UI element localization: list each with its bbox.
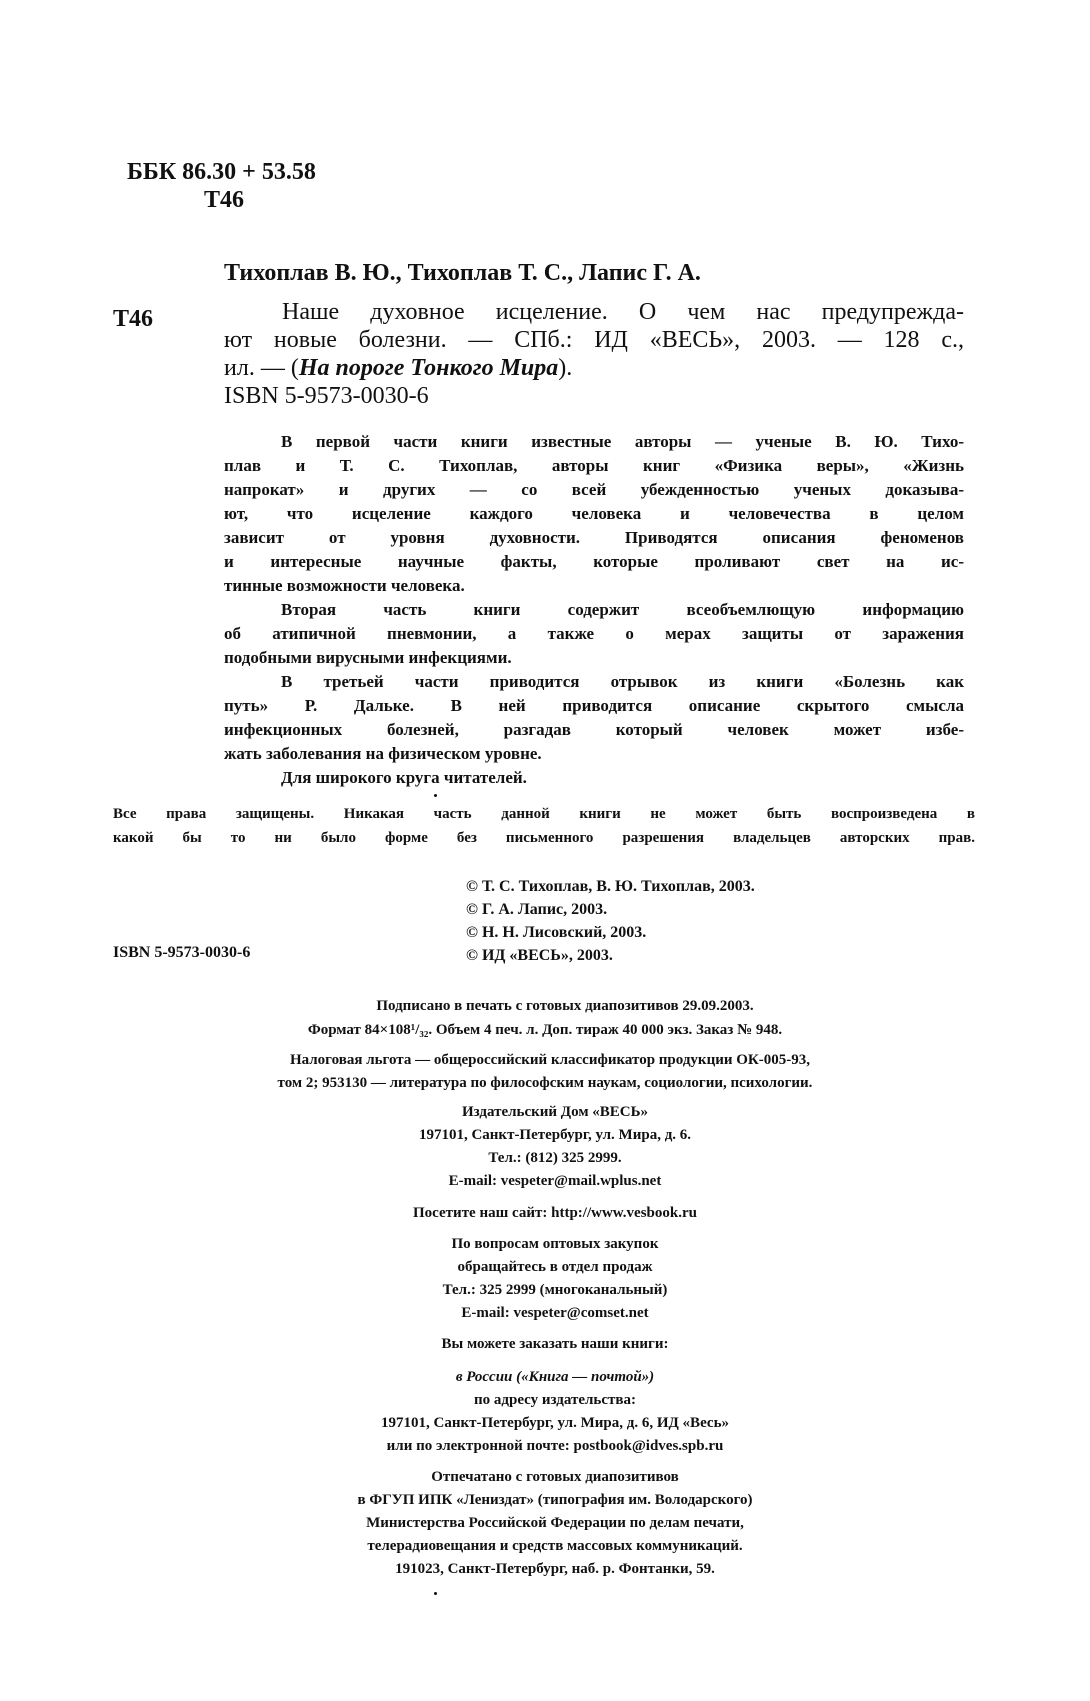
colophon-format: Формат 84×108¹/₃₂. Объем 4 печ. л. Доп. тираж 40 000 экз. Заказ № 948. <box>307 1022 783 1038</box>
wholesale-line-1: По вопросам оптовых закупок <box>451 1236 659 1252</box>
publisher-phone: Тел.: (812) 325 2999. <box>488 1150 622 1166</box>
biblio-isbn: ISBN 5-9573-0030-6 <box>224 383 429 409</box>
printed-line-5: 191023, Санкт-Петербург, наб. р. Фонтанки, 59. <box>395 1561 715 1577</box>
printed-line-1: Отпечатано с готовых диапозитивов <box>431 1469 679 1485</box>
rights-line: Все права защищены. Никакая часть данной книги не может быть воспроизведена в <box>113 806 975 822</box>
copyright-list <box>466 875 755 967</box>
authors-line: Тихоплав В. Ю., Тихоплав Т. С., Лапис Г. А. <box>224 260 701 286</box>
copyright-item: © ИД «ВЕСЬ», 2003. <box>466 947 613 964</box>
printed-line-2: в ФГУП ИПК «Лениздат» (типография им. Володарского) <box>357 1492 753 1508</box>
printed-line-4: телерадиовещания и средств массовых коммуникаций. <box>367 1538 743 1554</box>
wholesale-line-2: обращайтесь в отдел продаж <box>457 1259 653 1275</box>
publisher-email: E-mail: vespeter@mail.wplus.net <box>448 1173 662 1189</box>
rights-notice <box>113 802 975 850</box>
annotation-line: Для широкого круга читателей. <box>281 768 527 787</box>
colophon-tax-2: том 2; 953130 — литература по философским наукам, социологии, психологии. <box>277 1075 813 1091</box>
annotation <box>224 430 964 790</box>
bibliographic-description <box>224 298 964 410</box>
isbn-bottom: ISBN 5-9573-0030-6 <box>113 944 251 961</box>
bbk-classification <box>127 158 316 214</box>
author-mark: Т46 <box>204 187 245 213</box>
annotation-line: тинные возможности человека. <box>224 576 465 595</box>
annotation-line: ют, что исцеление каждого человека и человечества в целом <box>224 504 964 523</box>
printed-line-3: Министерства Российской Федерации по делам печати, <box>366 1515 744 1531</box>
annotation-line: инфекционных болезней, разгадав который человек может избе- <box>224 720 964 739</box>
biblio-line: ют новые болезни. — СПб.: ИД «ВЕСЬ», 2003. — 128 с., <box>224 327 964 353</box>
margin-author-mark: Т46 <box>113 306 154 332</box>
colophon-tax-1: Налоговая льгота — общероссийский классификатор продукции ОК-005-93, <box>289 1052 811 1068</box>
annotation-line: об атипичной пневмонии, а также о мерах защиты от заражения <box>224 624 964 643</box>
annotation-line: жать заболевания на физическом уровне. <box>224 744 542 763</box>
annotation-line: В третьей части приводится отрывок из книги «Болезнь как <box>281 672 964 691</box>
series-suffix: ). <box>558 355 573 381</box>
biblio-series-line <box>224 354 964 382</box>
wholesale-email: E-mail: vespeter@comset.net <box>461 1305 649 1321</box>
rights-line: какой бы то ни было форме без письменного разрешения владельцев авторских прав. <box>113 830 975 846</box>
stray-dot <box>434 794 437 797</box>
annotation-line: Вторая часть книги содержит всеобъемлющую информацию <box>281 600 964 619</box>
copyright-item: © Т. С. Тихоплав, В. Ю. Тихоплав, 2003. <box>466 878 755 895</box>
annotation-line: напрокат» и других — со всей убежденностью ученых доказыва- <box>224 480 964 499</box>
copyright-item: © Н. Н. Лисовский, 2003. <box>466 924 647 941</box>
series-title: На пороге Тонкого Мира <box>298 355 559 381</box>
publisher-website: Посетите наш сайт: http://www.vesbook.ru <box>413 1205 697 1221</box>
order-russia: в России («Книга — почтой») <box>455 1369 655 1385</box>
order-by-address: по адресу издательства: <box>474 1392 636 1408</box>
publisher-name: Издательский Дом «ВЕСЬ» <box>461 1104 649 1120</box>
colophon-signed: Подписано в печать с готовых диапозитивов 29.09.2003. <box>376 998 754 1014</box>
annotation-line: путь» Р. Дальке. В ней приводится описание скрытого смысла <box>224 696 964 715</box>
stray-dot <box>434 1592 437 1595</box>
annotation-line: плав и Т. С. Тихоплав, авторы книг «Физика веры», «Жизнь <box>224 456 964 475</box>
series-prefix: ил. — ( <box>224 355 299 381</box>
order-email: или по электронной почте: postbook@idves.spb.ru <box>386 1438 724 1454</box>
annotation-line: и интересные научные факты, которые проливают свет на ис- <box>224 552 964 571</box>
publisher-address: 197101, Санкт-Петербург, ул. Мира, д. 6. <box>418 1127 692 1143</box>
order-address: 197101, Санкт-Петербург, ул. Мира, д. 6, ИД «Весь» <box>380 1415 729 1431</box>
wholesale-phone: Тел.: 325 2999 (многоканальный) <box>442 1282 668 1298</box>
order-heading: Вы можете заказать наши книги: <box>441 1336 669 1352</box>
biblio-line: Наше духовное исцеление. О чем нас предупрежда- <box>282 299 964 325</box>
annotation-line: В первой части книги известные авторы — ученые В. Ю. Тихо- <box>281 432 964 451</box>
bbk-code: ББК 86.30 + 53.58 <box>127 159 316 185</box>
copyright-item: © Г. А. Лапис, 2003. <box>466 901 608 918</box>
annotation-line: зависит от уровня духовности. Приводятся описания феноменов <box>224 528 964 547</box>
annotation-line: подобными вирусными инфекциями. <box>224 648 512 667</box>
